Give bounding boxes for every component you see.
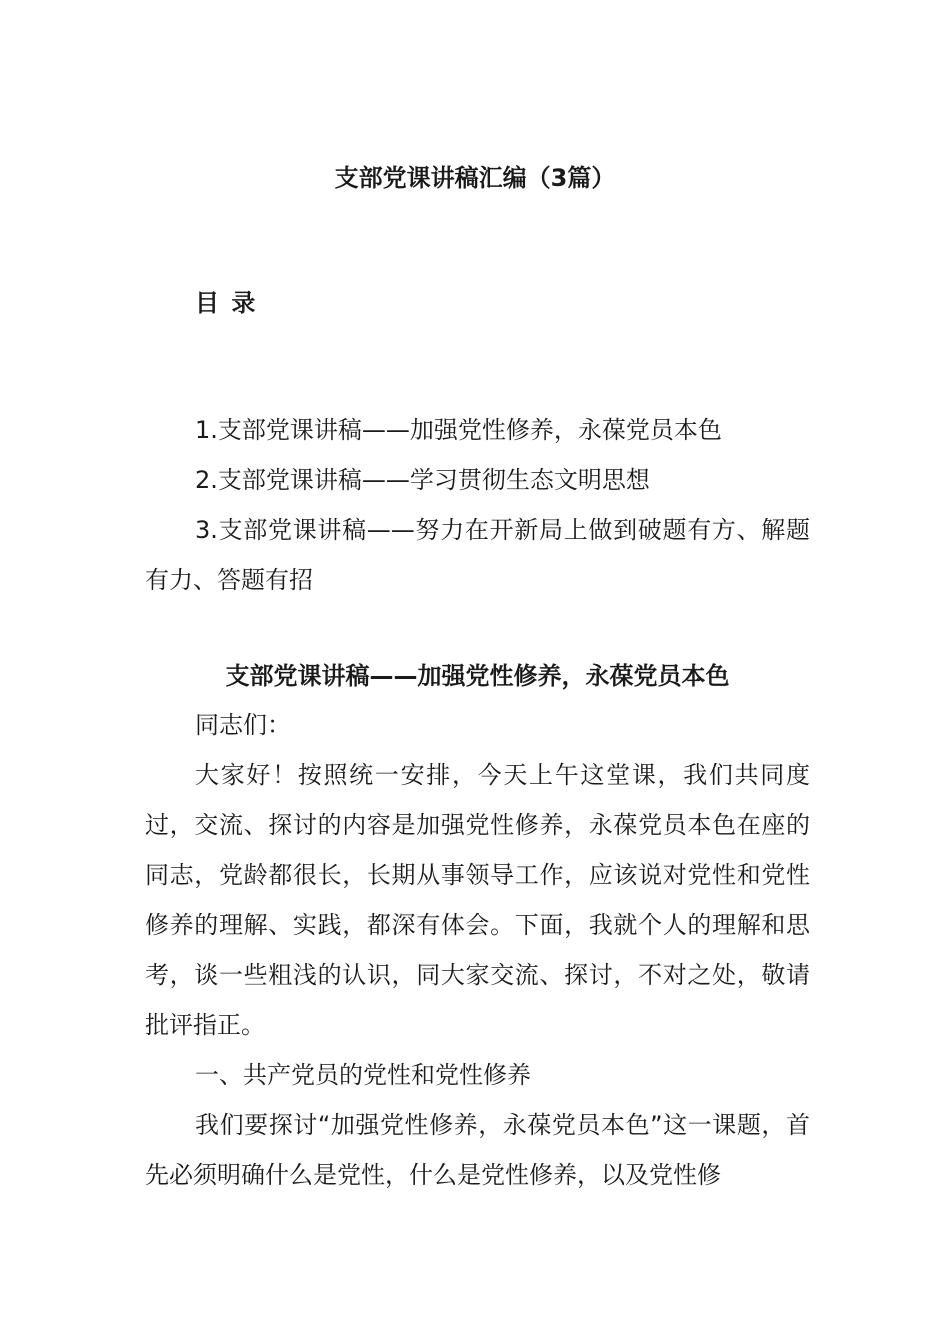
- toc-item-1[interactable]: 1.支部党课讲稿——加强党性修养，永葆党员本色: [195, 416, 722, 444]
- subheading-paragraph: 一、共产党员的党性和党性修养: [195, 1061, 531, 1089]
- document-title: 支部党课讲稿汇编（3篇）: [334, 164, 616, 192]
- body-paragraph: 我们要探讨“加强党性修养，永葆党员本色”这一课题，首先必须明确什么是党性，什么是党性修养，以及党性修: [145, 1111, 810, 1189]
- intro-paragraph: 大家好！按照统一安排，今天上午这堂课，我们共同度过，交流、探讨的内容是加强党性修养，永葆党员本色在座的同志，党龄都很长，长期从事领导工作，应该说对党性和党性修养的理解、实践，都深有体会。下面，我就个人的理解和思考，谈一些粗浅的认识，同大家交流、探讨，不对之处，敬请批评指正。: [145, 761, 810, 1039]
- toc-heading: 目 录: [195, 289, 258, 317]
- section-body: [145, 700, 810, 1200]
- table-of-contents: [145, 405, 810, 605]
- salutation: 同志们：: [195, 711, 291, 739]
- toc-item-3[interactable]: 3.支部党课讲稿——努力在开新局上做到破题有方、解题有力、答题有招: [145, 516, 810, 594]
- section-title: 支部党课讲稿——加强党性修养，永葆党员本色: [225, 662, 730, 690]
- toc-item-2[interactable]: 2.支部党课讲稿——学习贯彻生态文明思想: [195, 466, 650, 494]
